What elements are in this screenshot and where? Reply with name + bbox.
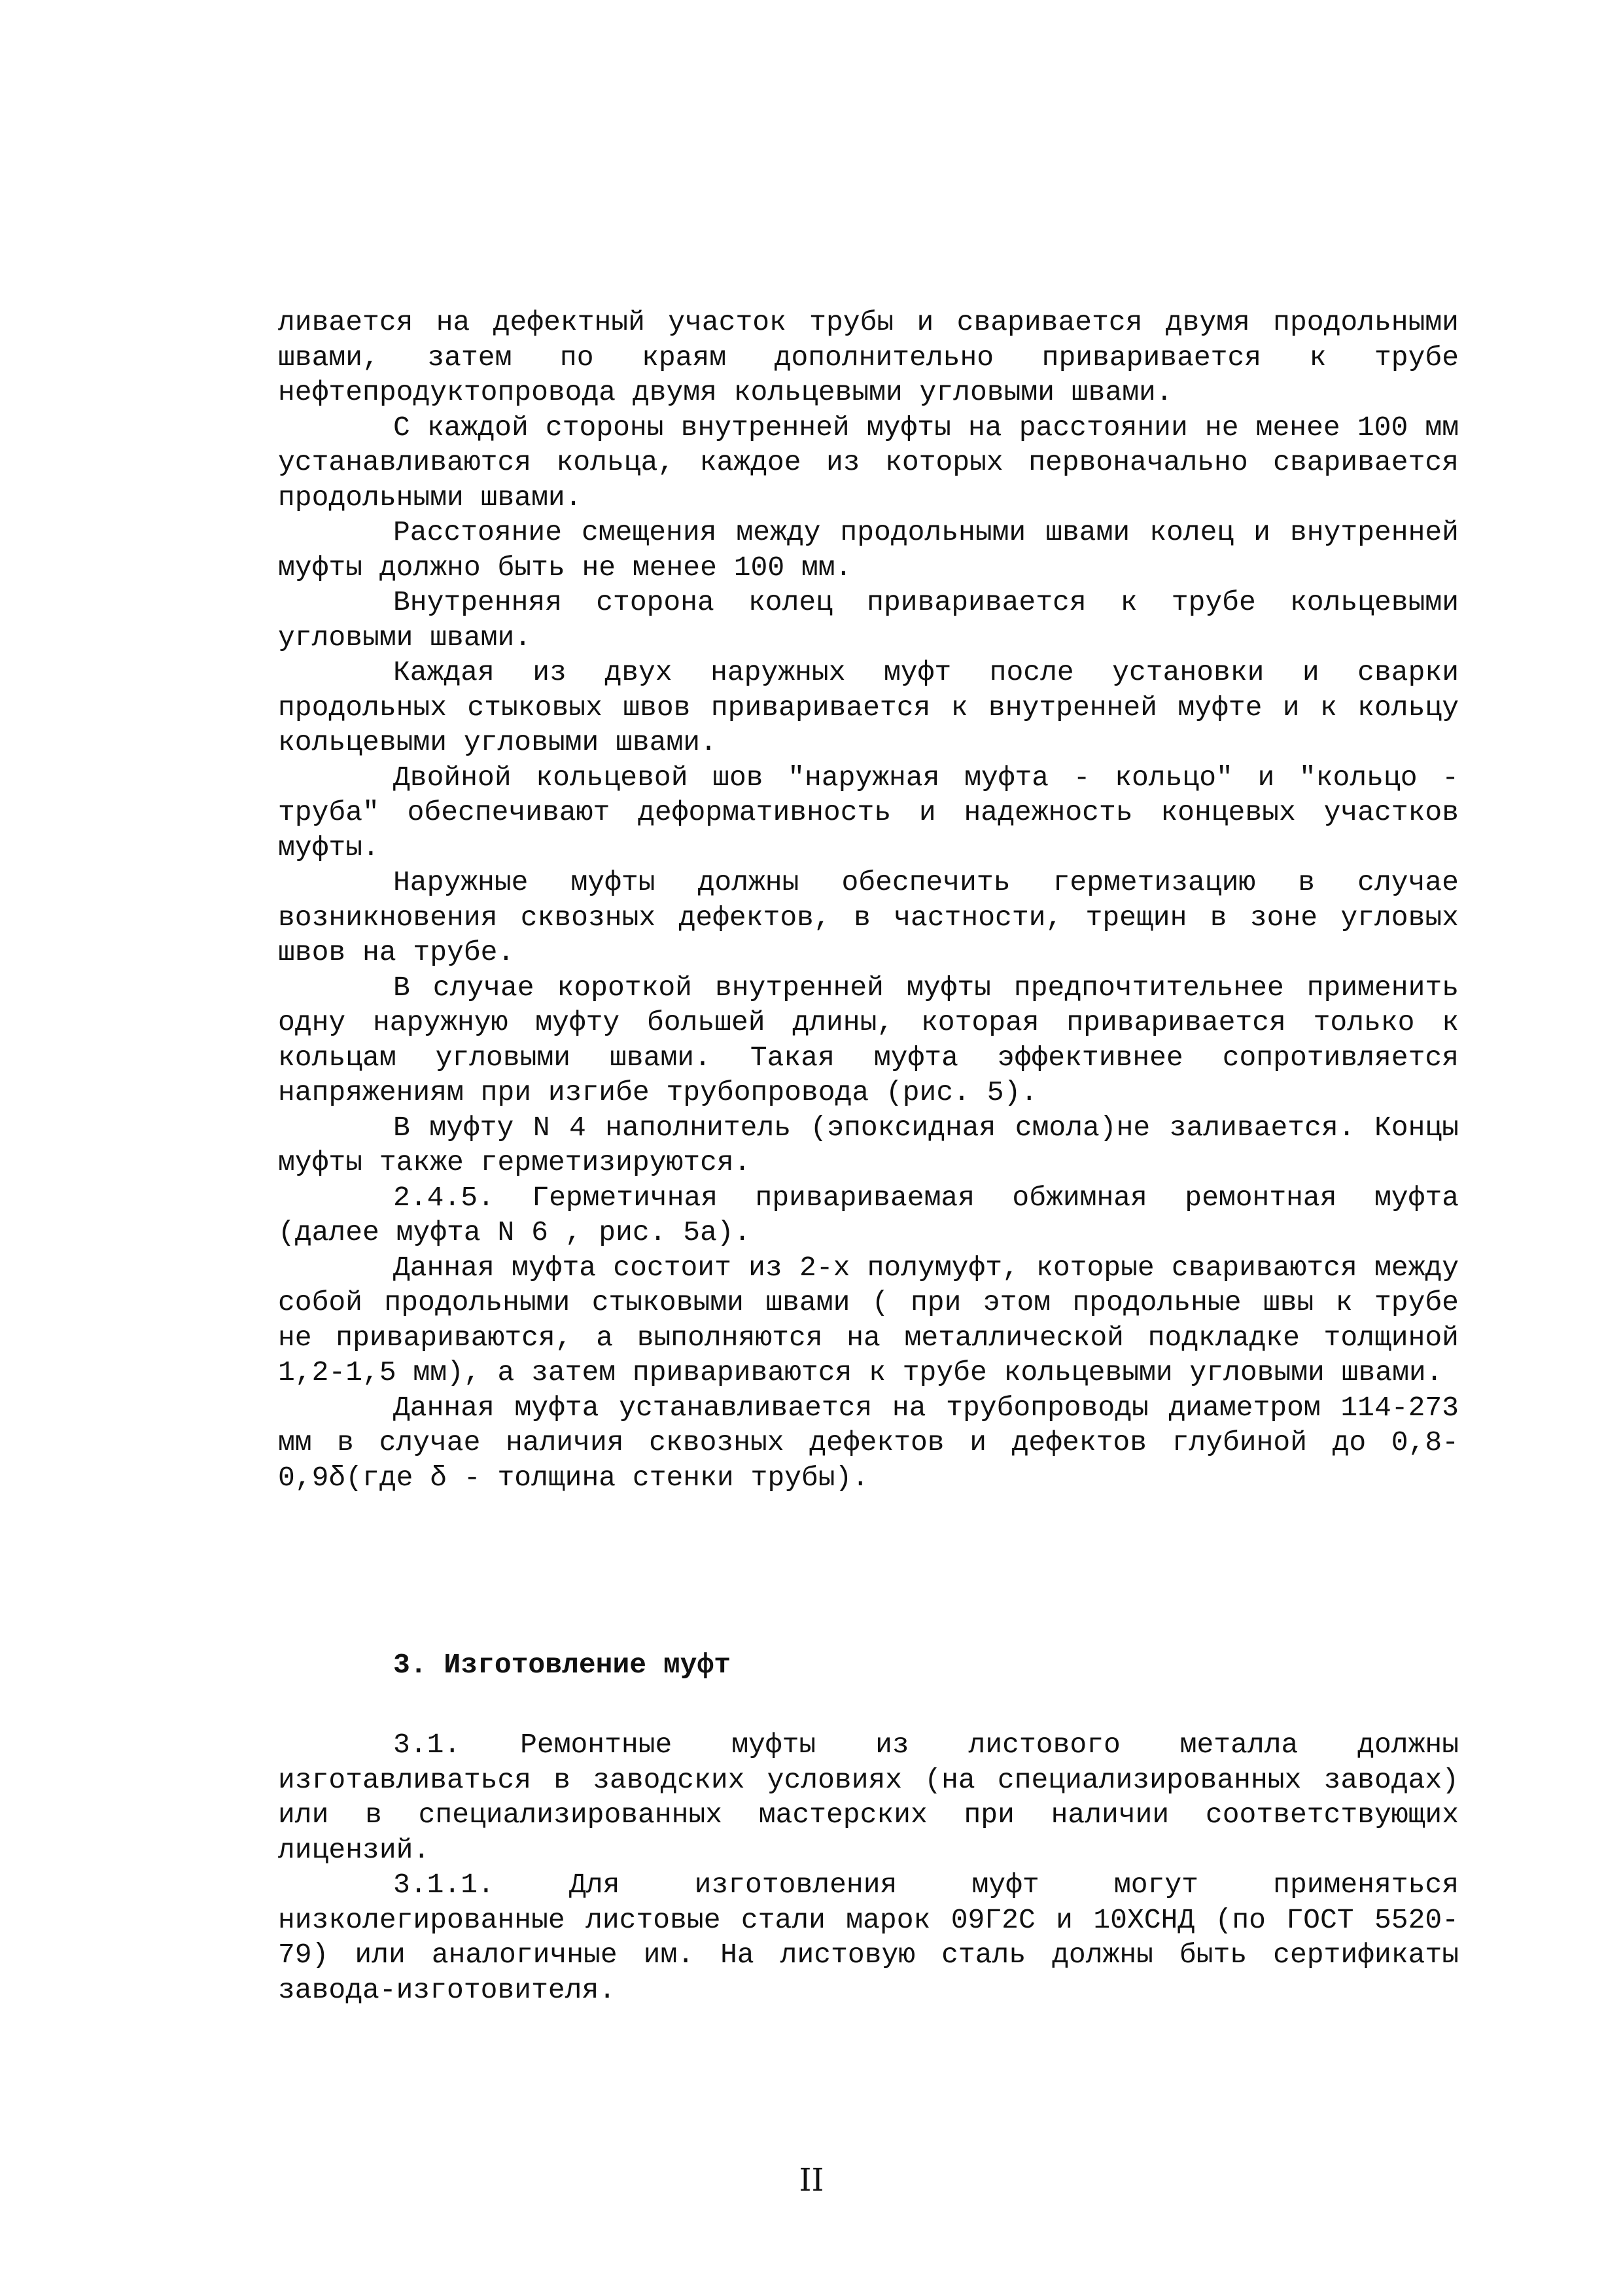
paragraph: Данная муфта устанавливается на трубопроводы диаметром 114-273 мм в случае наличия сквозных дефектов и дефектов глубиной до 0,8-0,9δ(где δ - толщина стенки трубы). bbox=[278, 1391, 1459, 1494]
paragraph: Двойной кольцевой шов "наружная муфта - кольцо" и "кольцо - труба" обеспечивают деформативность и надежность концевых участков муфты. bbox=[278, 761, 1459, 864]
page-number: II bbox=[799, 2162, 824, 2199]
paragraph: Внутренняя сторона колец приваривается к трубе кольцевыми угловыми швами. bbox=[278, 586, 1459, 654]
paragraph: Наружные муфты должны обеспечить герметизацию в случае возникновения сквозных дефектов, в частности, трещин в зоне угловых швов на трубе. bbox=[278, 866, 1459, 968]
paragraph: С каждой стороны внутренней муфты на расстоянии не менее 100 мм устанавливаются кольца, каждое из которых первоначально сваривается продольными швами. bbox=[278, 411, 1459, 514]
paragraph: ливается на дефектный участок трубы и сваривается двумя продольными швами, затем по краям дополнительно приваривается к трубе нефтепродуктопровода двумя кольцевыми угловыми швами. bbox=[278, 306, 1459, 408]
paragraph: 3.1.1. Для изготовления муфт могут применяться низколегированные листовые стали марок 09Г2С и 10ХСНД (по ГОСТ 5520-79) или аналогичные им. На листовую сталь должны быть сертификаты завода-изготовителя. bbox=[278, 1869, 1459, 2006]
paragraph: Данная муфта состоит из 2-х полумуфт, которые свариваются между собой продольными стыковыми швами ( при этом продольные швы к трубе не привариваются, а выполняются на металлической подкладке толщиной 1,2-1,5 мм), а затем привариваются к трубе кольцевыми угловыми швами. bbox=[278, 1251, 1459, 1388]
section-2-continuation bbox=[278, 305, 1459, 1495]
paragraph: В случае короткой внутренней муфты предпочтительнее применить одну наружную муфту большей длины, которая приваривается только к кольцам угловыми швами. Такая муфта эффективнее сопротивляется напряжениям при изгибе трубопровода (рис. 5). bbox=[278, 971, 1459, 1108]
paragraph: Расстояние смещения между продольными швами колец и внутренней муфты должно быть не менее 100 мм. bbox=[278, 516, 1459, 584]
paragraph: 2.4.5. Герметичная привариваемая обжимная ремонтная муфта (далее муфта N 6 , рис. 5а). bbox=[278, 1181, 1459, 1248]
section-3-body bbox=[278, 1727, 1459, 2007]
paragraph: В муфту N 4 наполнитель (эпоксидная смола)не заливается. Концы муфты также герметизируются. bbox=[278, 1111, 1459, 1178]
section-3-heading: 3. Изготовление муфт bbox=[393, 1649, 731, 1681]
paragraph: Каждая из двух наружных муфт после установки и сварки продольных стыковых швов приваривается к внутренней муфте и к кольцу кольцевыми угловыми швами. bbox=[278, 656, 1459, 758]
paragraph: 3.1. Ремонтные муфты из листового металла должны изготавливаться в заводских условиях (на специализированных заводах) или в специализированных мастерских при наличии соответствующих лицензий. bbox=[278, 1729, 1459, 1866]
